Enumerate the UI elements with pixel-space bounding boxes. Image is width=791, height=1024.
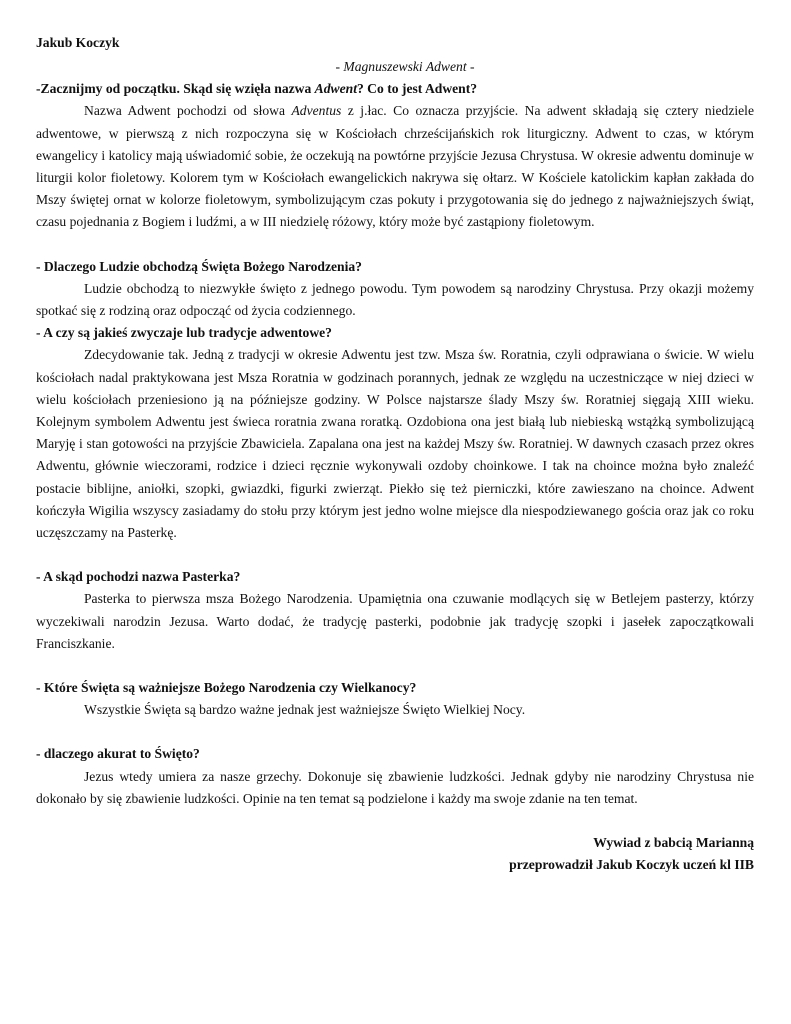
signature-line-2: przeprowadził Jakub Koczyk uczeń kl IIB — [509, 857, 754, 873]
question-1-tail: ? Co to jest Adwent? — [356, 81, 478, 97]
spacer — [36, 721, 754, 743]
answer-4: Pasterka to pierwsza msza Bożego Narodzenia. Upamiętnia ona czuwanie modlących się w Betlejem pasterzy, którzy wyczekiwali narodzin Jezusa. Warto dodać, że tradycję pasterki, podobnie jak tradycję szopki i jasełek zapoczątkowali Franciszkanie. — [36, 591, 754, 651]
article-subtitle: - Magnuszewski Adwent - — [335, 59, 475, 74]
answer-5: Wszystkie Święta są bardzo ważne jednak jest ważniejsze Święto Wielkiej Nocy. — [84, 702, 526, 718]
question-6: - dlaczego akurat to Święto? — [36, 746, 200, 762]
answer-1-emphasis: Adventus — [291, 103, 342, 119]
spacer — [36, 544, 754, 566]
answer-3: Zdecydowanie tak. Jedną z tradycji w okresie Adwentu jest tzw. Msza św. Roratnia, czyli odprawiana o świcie. W wielu kościołach nadal praktykowana jest Msza Roratnia w godzinach porannych, jednak ze względu na uczestniczące w niej dzieci w wielu kościołach przeniesiono ją na późniejsze godziny. W Polsce najstarsze ślady Mszy św. Roratniej sięgają XIII wieku. Kolejnym symbolem Adwentu jest świeca roratnia zwana roratką. Ozdobiona ona jest białą lub niebieską wstążką symbolizującą Maryję i stan gotowości na przyjście Zbawiciela. Zapalana ona jest na każdej Mszy św. Roratniej. W dawnych czasach przez okres Adwentu, głównie wieczorami, rodzice i dzieci ręcznie wykonywali ozdoby choinkowe. I tak na choince można było znaleźć postacie biblijne, aniołki, szopki, gwiazdki, figurki zwierząt. Piekło się też pierniczki, które zawieszano na choince. Adwent kończyła Wigilia wszyscy zasiadamy do stołu przy którym jest jedno wolne miejsce dla niespodziewanego gościa oraz jak co roku uczęszczamy na Pasterkę. — [36, 347, 754, 541]
question-4: - A skąd pochodzi nazwa Pasterka? — [36, 569, 241, 585]
answer-2: Ludzie obchodzą to niezwykłe święto z jednego powodu. Tym powodem są narodziny Chrystusa. Przy okazji możemy spotkać się z rodziną oraz odpocząć od życia codziennego. — [36, 280, 754, 319]
answer-1 — [36, 100, 754, 233]
answer-1-tail: z j.łac. Co oznacza przyjście. Na adwent składają się cztery niedziele adwentowe, w pierwszą z nich rozpoczyna się w Kościołach chrześcijańskich rok liturgiczny. Adwent to czas, w którym ewangelicy i katolicy mają uświadomić sobie, że oczekują na powtórne przyjście Jezusa Chrystusa. W okresie adwentu dominuje w liturgii kolor fioletowy. Kolorem tym w Kościołach ewangelickich nakrywa się ołtarz. W Kościele katolickim kapłan zakłada do Mszy świętej ornat w kolorze fioletowym, symbolizującym czas pokuty i przygotowania się do jednego z najważniejszych świąt, czasu pojednania z Bogiem i ludźmi, a w III niedzielę różowy, który może być zastąpiony fioletowym. — [36, 103, 754, 230]
question-3: - A czy są jakieś zwyczaje lub tradycje adwentowe? — [36, 325, 332, 341]
question-1-emphasis: Adwent — [314, 81, 357, 97]
answer-6: Jezus wtedy umiera za nasze grzechy. Dokonuje się zbawienie ludzkości. Jednak gdyby nie narodziny Chrystusa nie dokonało by się zbawienie ludzkości. Opinie na ten temat są podzielone i każdy ma swoje zdanie na ten temat. — [36, 768, 754, 806]
document-page — [36, 32, 754, 877]
spacer — [36, 810, 754, 832]
signature-line-1: Wywiad z babcią Marianną — [593, 835, 754, 851]
spacer — [36, 655, 754, 677]
answer-1-text: Nazwa Adwent pochodzi od słowa — [84, 103, 292, 119]
question-2: - Dlaczego Ludzie obchodzą Święta Bożego Narodzenia? — [36, 258, 362, 274]
question-5: - Które Święta są ważniejsze Bożego Narodzenia czy Wielkanocy? — [36, 680, 417, 696]
question-1-text: -Zacznijmy od początku. Skąd się wzięła nazwa — [36, 81, 315, 97]
spacer — [36, 234, 754, 256]
question-1 — [36, 78, 754, 100]
author-name: Jakub Koczyk — [36, 35, 120, 50]
